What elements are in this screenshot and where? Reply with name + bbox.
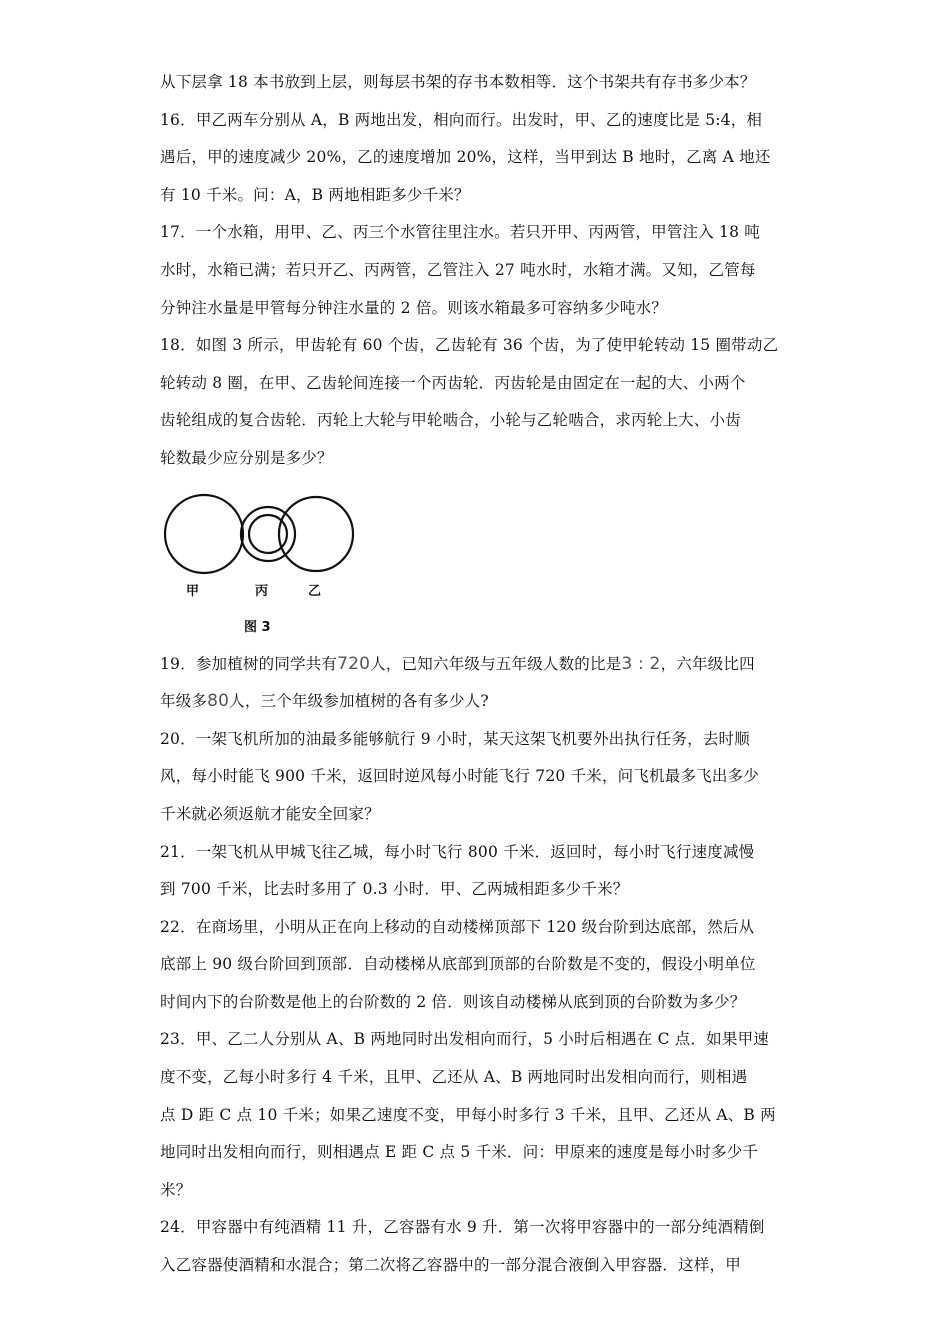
text-line: 20．一架飞机所加的油最多能够航行 9 小时，某天这架飞机要外出执行任务，去时顺 [160, 729, 750, 748]
text-line: 17．一个水箱，用甲、乙、丙三个水管往里注水。若只开甲、丙两管，甲管注入 18 吨 [160, 223, 761, 242]
text-line: 23．甲、乙二人分别从 A、B 两地同时出发相向而行，5 小时后相遇在 C 点．如果甲速 [160, 1030, 769, 1049]
text-line: 有 10 千米。问：A，B 两地相距多少千米？ [160, 185, 470, 204]
text-line: 入乙容器使酒精和水混合；第二次将乙容器中的一部分混合液倒入甲容器．这样，甲 [160, 1256, 741, 1275]
text-line: 22．在商场里，小明从正在向上移动的自动楼梯顶部下 120 级台阶到达底部，然后从 [160, 917, 755, 936]
text-line: 度不变，乙每小时多行 4 千米，且甲、乙还从 A、B 两地同时出发相向而行，则相遇 [160, 1068, 748, 1087]
gear-figure [160, 488, 370, 638]
text-line: 从下层拿 18 本书放到上层，则每层书架的存书本数相等．这个书架共有存书多少本？ [160, 73, 756, 91]
text-line: 千米就必须返航才能安全回家？ [160, 804, 380, 823]
text-line: 米？ [160, 1180, 192, 1199]
label-bing: 丙 [255, 583, 269, 599]
text-line: 风，每小时能飞 900 千米，返回时逆风每小时能飞行 720 千米，问飞机最多飞出多少 [160, 767, 759, 786]
text-line: 轮转动 8 圈，在甲、乙齿轮间连接一个丙齿轮．丙齿轮是由固定在一起的大、小两个 [160, 373, 746, 392]
text-line: 水时，水箱已满；若只开乙、丙两管，乙管注入 27 吨水时，水箱才满。又知，乙管每 [160, 260, 756, 279]
gear-yi-circle [279, 497, 353, 571]
text-line: 底部上 90 级台阶回到顶部．自动楼梯从底部到顶部的台阶数是不变的，假设小明单位 [160, 955, 756, 974]
text-line: 21．一架飞机从甲城飞往乙城，每小时飞行 800 千米．返回时，每小时飞行速度减慢 [160, 842, 755, 861]
label-jia: 甲 [186, 583, 200, 599]
text-line: 时间内下的台阶数是他上的台阶数的 2 倍．则该自动楼梯从底到顶的台阶数为多少？ [160, 992, 746, 1011]
text-line: 遇后，甲的速度减少 20%，乙的速度增加 20%，这样，当甲到达 B 地时，乙离 A 地还 [160, 148, 771, 167]
text-line: 分钟注水量是甲管每分钟注水量的 2 倍。则该水箱最多可容纳多少吨水？ [160, 298, 668, 317]
text-line-q19-1: 19．参加植树的同学共有720人，已知六年级与五年级人数的比是3 : 2，六年级比四 [160, 653, 755, 674]
text-line: 齿轮组成的复合齿轮．丙轮上大轮与甲轮啮合，小轮与乙轮啮合，求丙轮上大、小齿 [160, 411, 741, 430]
text-line: 点 D 距 C 点 10 千米；如果乙速度不变，甲每小时多行 3 千米，且甲、乙还从 A、B 两 [160, 1105, 776, 1124]
text-line: 轮数最少应分别是多少？ [160, 448, 333, 467]
gear-jia-circle [165, 495, 243, 573]
figure-caption: 图 3 [244, 619, 271, 635]
problem-text [160, 64, 796, 1285]
text-line-q19-2: 年级多80人，三个年级参加植树的各有多少人? [160, 691, 489, 712]
text-line: 18．如图 3 所示，甲齿轮有 60 个齿，乙齿轮有 36 个齿，为了使甲轮转动 15 圈带动乙 [160, 336, 779, 355]
text-line: 16．甲乙两车分别从 A，B 两地出发，相向而行。出发时，甲、乙的速度比是 5:4，相 [160, 110, 763, 129]
label-yi: 乙 [308, 583, 322, 599]
text-line: 地同时出发相向而行，则相遇点 E 距 C 点 5 千米．问：甲原来的速度是每小时多少千 [160, 1143, 759, 1162]
text-line: 到 700 千米，比去时多用了 0.3 小时．甲、乙两城相距多少千米？ [160, 880, 629, 899]
text-line: 24．甲容器中有纯酒精 11 升，乙容器有水 9 升．第一次将甲容器中的一部分纯酒精倒 [160, 1218, 765, 1237]
